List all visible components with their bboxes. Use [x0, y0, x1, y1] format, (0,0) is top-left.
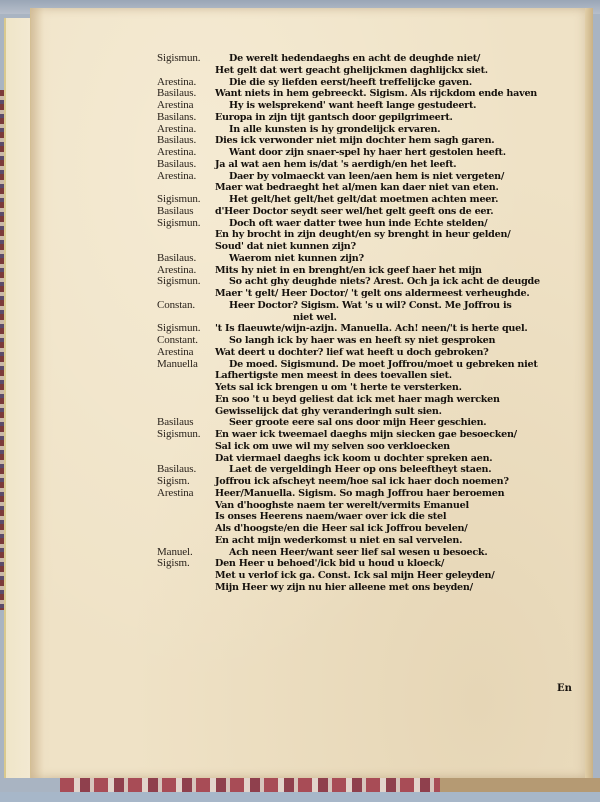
verse-text: In alle kunsten is hy grondelijck ervaren. [229, 123, 441, 135]
speaker-name: Manuel. [157, 545, 193, 558]
verse-text: Ach neen Heer/want seer lief sal wesen u besoeck. [229, 546, 488, 558]
speaker-name: Arestina [157, 99, 194, 111]
speaker-name [157, 241, 215, 253]
verse-text: Dat viermael daeghs ick koom u dochter spreken aen. [215, 452, 493, 464]
verse-text: 't Is flaeuwte/wijn-azijn. Manuella. Ach! neen/'t is herte quel. [215, 323, 528, 335]
verse-text: Dies ick verwonder niet mijn dochter hem sagh garen. [215, 135, 495, 147]
dialogue-line [157, 53, 587, 65]
dialogue-line [157, 382, 587, 394]
verse-text: De werelt hedendaeghs en acht de deughde niet/ [229, 53, 481, 64]
dialogue-line [157, 182, 587, 194]
dialogue-line [157, 276, 587, 288]
dialogue-line [157, 194, 587, 206]
dialogue-line [157, 441, 587, 453]
speaker-name [157, 500, 215, 512]
dialogue-text-block [157, 53, 587, 594]
dialogue-line [157, 147, 587, 159]
verse-text: Soud' dat niet kunnen zijn? [215, 241, 356, 252]
dialogue-line [157, 229, 587, 241]
speaker-name [157, 441, 215, 453]
speaker-name: Basilaus. [157, 87, 197, 100]
dialogue-line [157, 370, 587, 382]
speaker-name: Basilaus [157, 204, 194, 217]
speaker-name: Sigismun. [157, 193, 201, 205]
dialogue-line [157, 359, 587, 371]
verse-text: d'Heer Doctor seydt seer wel/het gelt geeft ons de eer. [215, 205, 494, 217]
verse-text: Seer groote eere sal ons door mijn Heer geschien. [229, 417, 487, 429]
verse-text: Van d'hooghste naem ter werelt/vermits Emanuel [215, 499, 469, 511]
speaker-name [157, 570, 215, 582]
verse-text: Laet de vergeldingh Heer op ons beleeftheyt staen. [229, 464, 492, 476]
verse-text: Met u verlof ick ga. Const. Ick sal mijn Heer geleyden/ [215, 570, 495, 581]
dialogue-line [157, 159, 587, 171]
dialogue-line [157, 323, 587, 335]
dialogue-line [157, 558, 587, 570]
dialogue-line [157, 135, 587, 147]
dialogue-line [157, 511, 587, 523]
speaker-name: Sigismun. [157, 52, 201, 64]
verse-text: En soo 't u beyd geliest dat ick met haer magh wercken [215, 393, 500, 405]
verse-text: Daer by volmaeckt van leen/aen hem is niet vergeten/ [229, 170, 505, 182]
verse-text: niet wel. [293, 311, 337, 323]
speaker-name: Arestina [157, 345, 194, 358]
catchword: En [557, 683, 572, 694]
dialogue-line [157, 241, 587, 253]
speaker-name [157, 582, 215, 594]
speaker-name [157, 65, 215, 77]
dialogue-line [157, 535, 587, 547]
speaker-name: Basilaus [157, 416, 194, 429]
verse-text: So langh ick by haer was en heeft sy niet gesproken [229, 335, 496, 346]
dialogue-line [157, 417, 587, 429]
verse-text: Want niets in hem gebreeckt. Sigism. Als rijckdom ende haven [215, 88, 538, 100]
verse-text: Joffrou ick afscheyt neem/hoe sal ick haer doch noemen? [215, 476, 509, 487]
verse-text: Het gelt dat wert geacht ghelijckmen daghlijckx siet. [215, 64, 488, 76]
speaker-name [157, 288, 215, 300]
dialogue-line [157, 206, 587, 218]
dialogue-line [157, 88, 587, 100]
verse-text: Is onses Heerens naem/waer over ick die stel [215, 511, 447, 523]
dialogue-line [157, 312, 587, 324]
dialogue-line [157, 488, 587, 500]
dialogue-line [157, 429, 587, 441]
verse-text: Heer/Manuella. Sigism. So magh Joffrou haer beroemen [215, 487, 505, 499]
verse-text: Europa in zijn tijt gantsch door gepilgrimeert. [215, 111, 453, 123]
dialogue-line [157, 100, 587, 112]
speaker-name: Arestina. [157, 122, 197, 135]
dialogue-line [157, 253, 587, 265]
speaker-name: Constant. [157, 334, 198, 346]
dialogue-line [157, 171, 587, 183]
verse-text: Waerom niet kunnen zijn? [229, 252, 364, 264]
verse-text: Doch oft waer datter twee hun inde Echte stelden/ [229, 217, 488, 229]
speaker-name: Arestina. [157, 169, 197, 182]
verse-text: Lafhertigste men meest in dees toevallen siet. [215, 370, 452, 382]
dialogue-line [157, 77, 587, 89]
speaker-name: Arestina. [157, 146, 197, 158]
verse-text: Maer 't gelt/ Heer Doctor/ 't gelt ons aldermeest verheughde. [215, 288, 530, 299]
verse-text: Yets sal ick brengen u om 't herte te versterken. [215, 382, 462, 393]
dialogue-line [157, 347, 587, 359]
verse-text: Wat deert u dochter? lief wat heeft u doch gebroken? [215, 346, 489, 358]
marbled-cover-bottom [60, 778, 440, 792]
page-gutter-shadow [30, 8, 53, 778]
verse-text: Sal ick om uwe wil my selven soo verkloecken [215, 440, 450, 452]
speaker-name: Basilaus. [157, 134, 197, 147]
dialogue-line [157, 394, 587, 406]
verse-text: Die die sy liefden eerst/heeft treffelijcke gaven. [229, 76, 472, 88]
verse-text: En acht mijn wederkomst u niet en sal vervelen. [215, 534, 463, 546]
scan-backdrop-bottom [0, 792, 600, 802]
speaker-name: Sigism. [157, 557, 190, 570]
verse-text: Als d'hoogste/en die Heer sal ick Joffrou bevelen/ [215, 523, 468, 534]
cover-board-bottom [440, 778, 600, 792]
speaker-name: Arestina [157, 486, 194, 499]
dialogue-line [157, 464, 587, 476]
verse-text: Het gelt/het gelt/het gelt/dat moetmen achten meer. [229, 194, 499, 205]
speaker-name: Sigism. [157, 475, 190, 487]
speaker-name: Sigismun. [157, 322, 201, 335]
dialogue-line [157, 124, 587, 136]
verse-text: So acht ghy deughde niets? Arest. Och ja ick acht de deugde [229, 276, 540, 288]
speaker-name [157, 382, 215, 394]
verse-text: Hy is welsprekend' want heeft lange gestudeert. [229, 100, 477, 111]
speaker-name [157, 370, 215, 382]
speaker-name [157, 511, 215, 523]
speaker-name: Sigismun. [157, 428, 201, 440]
dialogue-line [157, 547, 587, 559]
dialogue-line [157, 112, 587, 124]
speaker-name [157, 535, 215, 547]
verse-text: Want door zijn snaer-spel hy haer hert gestolen heeft. [229, 147, 506, 158]
verse-text: Mijn Heer wy zijn nu hier alleene met ons beyden/ [215, 581, 473, 593]
verse-text: De moed. Sigismund. De moet Joffrou/moet u gebreken niet [229, 358, 538, 370]
verse-text: Den Heer u behoed'/ick bid u houd u kloeck/ [215, 558, 445, 570]
speaker-name: Arestina. [157, 263, 197, 276]
speaker-name: Arestina. [157, 75, 197, 88]
dialogue-line [157, 570, 587, 582]
speaker-name: Basilaus. [157, 157, 197, 170]
verse-text: Gewisselijck dat ghy veranderingh sult sien. [215, 405, 442, 417]
dialogue-line [157, 218, 587, 230]
dialogue-line [157, 265, 587, 277]
speaker-name [157, 229, 215, 241]
dialogue-line [157, 523, 587, 535]
verse-text: En waer ick tweemael daeghs mijn siecken gae besoecken/ [215, 429, 517, 440]
dialogue-line [157, 453, 587, 465]
dialogue-line [157, 300, 587, 312]
speaker-name [157, 523, 215, 535]
dialogue-line [157, 65, 587, 77]
speaker-name [157, 394, 215, 406]
dialogue-line [157, 406, 587, 418]
verse-text: Mits hy niet in en brenght/en ick geef haer het mijn [215, 264, 482, 276]
dialogue-line [157, 476, 587, 488]
verse-text: Maer wat bedraeght het al/men kan daer niet van eten. [215, 182, 499, 194]
verse-text: En hy brocht in zijn deught/en sy brenght in heur gelden/ [215, 229, 511, 241]
speaker-name: Basilaus. [157, 251, 197, 264]
dialogue-line [157, 500, 587, 512]
speaker-name: Sigismun. [157, 275, 201, 288]
speaker-name: Constan. [157, 298, 196, 311]
speaker-name: Manuella [157, 357, 198, 370]
speaker-name: Sigismun. [157, 216, 201, 229]
verse-text: Ja al wat aen hem is/dat 's aerdigh/en het leeft. [215, 158, 457, 170]
dialogue-line [157, 335, 587, 347]
dialogue-line [157, 582, 587, 594]
speaker-name: Basilans. [157, 110, 197, 123]
verse-text: Heer Doctor? Sigism. Wat 's u wil? Const. Me Joffrou is [229, 299, 512, 311]
dialogue-line [157, 288, 587, 300]
speaker-name: Basilaus. [157, 463, 197, 476]
